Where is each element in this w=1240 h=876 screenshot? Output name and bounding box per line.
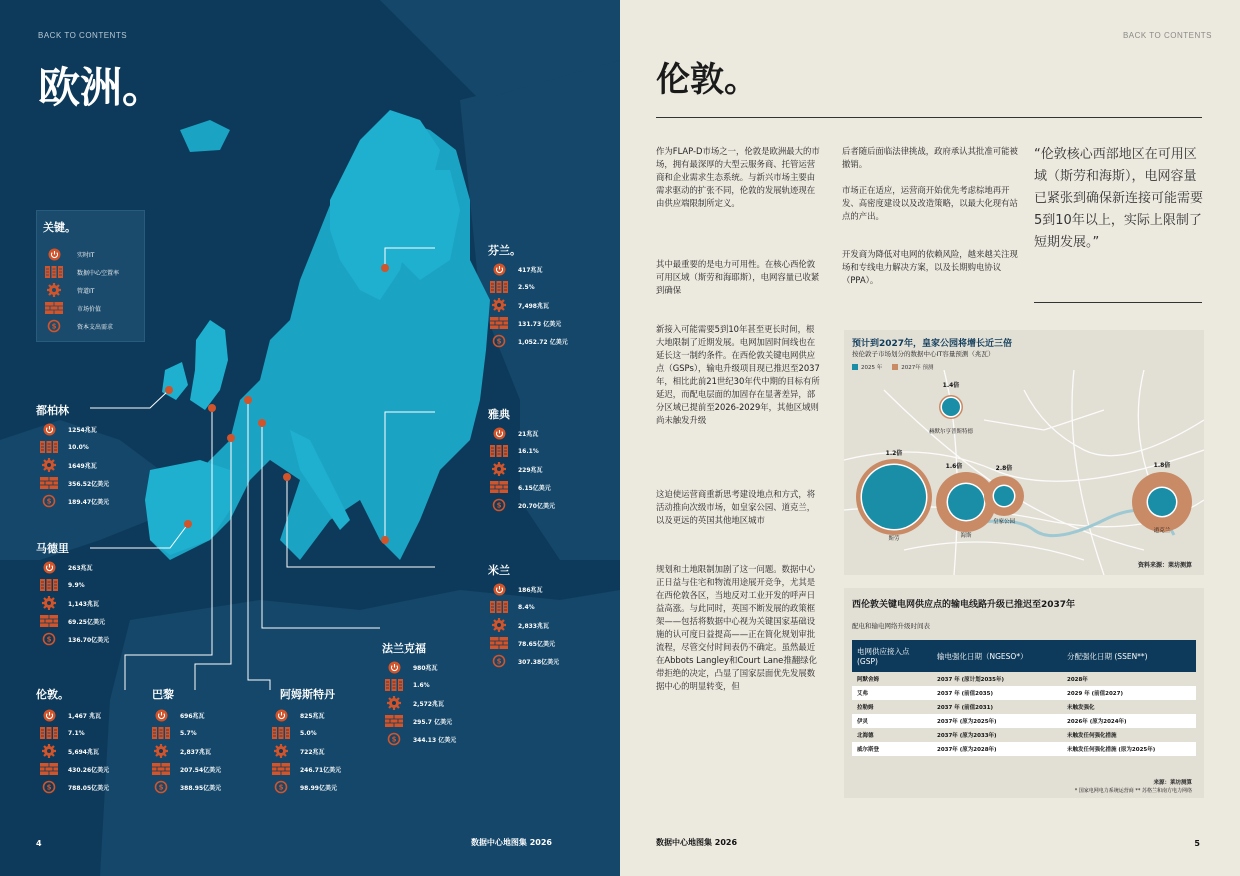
bricks-icon — [490, 637, 508, 650]
svg-text:$: $ — [496, 501, 502, 510]
city-stat-row — [490, 262, 543, 276]
title-divider — [656, 117, 1202, 118]
city-stat-row — [490, 280, 535, 294]
body-paragraph: 作为FLAP-D市场之一，伦敦是欧洲最大的市场，拥有最深厚的大型云服务商、托管运营商和企业需求生态系统。与新兴市场主要由需求驱动的扩张不同，伦敦的发展轨迹现在由供应端限制所定义。 — [656, 146, 820, 208]
key-label: 市场价值 — [77, 305, 102, 313]
table-source: 来源：莱坊测算 — [1153, 780, 1192, 786]
power-icon — [40, 561, 58, 574]
city-stat-value: 5,694兆瓦 — [68, 748, 99, 756]
city-stat-row — [40, 476, 109, 490]
table-header: 分配强化日期 (SSEN**) — [1062, 640, 1196, 672]
city-stat-row — [40, 614, 105, 628]
city-stat-row — [272, 744, 325, 758]
city-stat-row — [40, 494, 109, 508]
city-stat-value: 307.38亿美元 — [518, 658, 560, 666]
city-stat-value: 788.05亿美元 — [68, 784, 110, 792]
power-icon — [45, 248, 63, 261]
bricks-icon — [45, 302, 63, 315]
city-stat-value: 207.54亿美元 — [180, 766, 222, 774]
gear-icon — [490, 463, 508, 476]
city-stat-row — [490, 462, 543, 476]
city-stat-value: 1,052.72 亿美元 — [518, 338, 568, 346]
city-stat-row — [272, 726, 317, 740]
city-stat-value: 8.4% — [518, 603, 535, 611]
bricks-icon — [40, 615, 58, 628]
svg-text:$: $ — [391, 735, 397, 744]
money-cycle-icon — [40, 633, 58, 646]
city-stat-value: 344.13 亿美元 — [413, 736, 457, 744]
key-label: 实时IT — [77, 251, 95, 259]
key-item-vacancy — [45, 265, 119, 279]
table-cell: 2037年 (原为2025年) — [932, 714, 1062, 728]
city-stat-row — [40, 440, 89, 454]
bricks-icon — [272, 763, 290, 776]
gsp-upgrade-table-panel — [844, 588, 1204, 798]
city-stat-row — [40, 744, 99, 758]
server-rack-icon — [40, 727, 58, 740]
table-cell: 2028年 — [1067, 677, 1088, 683]
city-stat-value: 7,498兆瓦 — [518, 302, 549, 310]
bricks-icon — [490, 481, 508, 494]
key-item-live-it — [45, 247, 94, 261]
city-stat-row — [385, 696, 444, 710]
city-name-london: 伦敦。 — [36, 688, 69, 701]
city-stat-row — [40, 560, 93, 574]
server-rack-icon — [385, 679, 403, 692]
city-stat-value: 246.71亿美元 — [300, 766, 342, 774]
bubble-growth-label: 1.4倍 — [942, 382, 960, 389]
city-stat-value: 2,572兆瓦 — [413, 700, 444, 708]
city-stat-row — [272, 708, 325, 722]
city-stat-value: 69.25亿美元 — [68, 618, 105, 626]
city-stat-row — [490, 582, 543, 596]
money-cycle-icon — [45, 320, 63, 333]
right-page — [620, 0, 1240, 876]
bubble-2025 — [994, 486, 1014, 506]
page-number: 4 — [36, 839, 42, 848]
city-stat-row — [385, 714, 452, 728]
body-paragraph: 开发商为降低对电网的依赖风险，越来越关注现场和专线电力解决方案，以及长期购电协议（PPA）。 — [842, 249, 1018, 285]
svg-text:$: $ — [496, 337, 502, 346]
gear-icon — [152, 745, 170, 758]
money-cycle-icon — [490, 335, 508, 348]
server-rack-icon — [45, 266, 63, 279]
city-stat-value: 229兆瓦 — [518, 466, 543, 474]
bubble-2025 — [948, 484, 984, 520]
city-stat-row — [385, 678, 430, 692]
table-cell: 2037 年 (原计划2035年) — [937, 677, 1004, 683]
body-paragraph: 市场正在适应，运营商开始优先考虑棕地再开发、高密度建设以及改造策略，以最大化现有站点的产出。 — [842, 185, 1018, 221]
money-cycle-icon — [490, 655, 508, 668]
table-cell: 未触发任何强化措施 (原为2025年) — [1062, 742, 1196, 756]
bubble-growth-label: 1.8倍 — [1153, 462, 1171, 469]
svg-text:$: $ — [158, 783, 164, 792]
server-rack-icon — [490, 601, 508, 614]
server-rack-icon — [40, 441, 58, 454]
city-stat-row — [490, 636, 555, 650]
city-stat-row — [490, 298, 549, 312]
bubble-growth-label: 2.8倍 — [995, 465, 1013, 472]
city-stat-value: 980兆瓦 — [413, 664, 438, 672]
city-stat-row — [152, 708, 205, 722]
power-icon — [490, 427, 508, 440]
city-name-amsterdam: 阿姆斯特丹 — [280, 688, 335, 701]
city-stat-row — [490, 426, 538, 440]
bricks-icon — [490, 317, 508, 330]
power-icon — [490, 263, 508, 276]
power-icon — [152, 709, 170, 722]
city-stat-row — [490, 334, 568, 348]
chart-source: 资料来源：莱坊测算 — [1137, 562, 1192, 569]
bubble-marks — [856, 381, 1192, 542]
city-name-athens: 雅典 — [488, 408, 510, 421]
table-row — [852, 686, 1196, 700]
page-title: 欧洲。 — [38, 63, 165, 112]
money-cycle-icon — [40, 781, 58, 794]
quote-divider — [1034, 302, 1202, 303]
city-stat-row — [490, 600, 535, 614]
city-stat-value: 20.70亿美元 — [518, 502, 555, 510]
city-stat-row — [152, 762, 221, 776]
city-stat-row — [152, 726, 197, 740]
table-cell: 未触发任何强化措施 — [1067, 733, 1117, 739]
money-cycle-icon — [272, 781, 290, 794]
city-name-dublin: 都柏林 — [36, 404, 69, 417]
bubble-map-chart — [844, 330, 1204, 575]
city-stat-row — [40, 726, 85, 740]
money-cycle-icon — [385, 733, 403, 746]
city-stat-row — [40, 762, 109, 776]
city-stat-value: 825兆瓦 — [300, 712, 325, 720]
city-stat-value: 356.52亿美元 — [68, 480, 110, 488]
city-name-frankfurt: 法兰克福 — [382, 642, 426, 655]
table-cell: 未触发强化 — [1067, 705, 1095, 711]
city-stat-row — [40, 780, 109, 794]
server-rack-icon — [152, 727, 170, 740]
city-stat-value: 6.15亿美元 — [518, 484, 551, 492]
city-stat-row — [152, 780, 221, 794]
money-cycle-icon — [40, 495, 58, 508]
table-cell: 拉勒姆 — [857, 705, 874, 711]
table-cell: 北海德 — [857, 733, 874, 739]
gear-icon — [40, 459, 58, 472]
city-stat-row — [490, 654, 559, 668]
table-row — [852, 700, 1196, 714]
city-stat-row — [490, 498, 555, 512]
city-stat-row — [40, 422, 97, 436]
gear-icon — [40, 597, 58, 610]
table-cell: 伊灵 — [852, 714, 932, 728]
key-item-capex — [45, 319, 113, 333]
city-stat-value: 131.73 亿美元 — [518, 320, 562, 328]
power-icon — [272, 709, 290, 722]
bricks-icon — [40, 477, 58, 490]
bubble-map — [844, 330, 1204, 575]
bricks-icon — [385, 715, 403, 728]
table-cell: 阿默舍姆 — [857, 677, 880, 683]
city-stat-value: 2,837兆瓦 — [180, 748, 211, 756]
table-cell: 艾弗 — [852, 686, 932, 700]
body-paragraph: 规划和土地限制加剧了这一问题。数据中心正日益与住宅和物流用途展开竞争，尤其是在西伦敦各区，当地反对工业开发的呼声日益高涨。与此同时，英国不断发展的政策框架——包括将数据中心视为关键国家基础设施的认可度日益提高——正在简化规划审批流程，尽管交付时间表仍不确定。虽然最近在Abbots Langley和Court Lane推翻绿化带拒绝的决定，凸显了国家层面优先发展数据中心的明显转变，但 — [656, 564, 817, 691]
server-rack-icon — [490, 281, 508, 294]
legend-label-2025: 2025 年 — [861, 365, 883, 371]
city-name-paris: 巴黎 — [152, 688, 174, 701]
city-stat-value: 1,467 兆瓦 — [68, 712, 102, 720]
table-header: 输电强化日期（NGESO*） — [932, 640, 1062, 672]
city-stat-value: 78.65亿美元 — [518, 640, 555, 648]
city-stat-row — [490, 480, 551, 494]
bubble-location-label: 皇家公园 — [992, 519, 1016, 525]
svg-text:$: $ — [46, 783, 52, 792]
city-stat-value: 5.0% — [300, 729, 317, 737]
bubble-growth-label: 1.2倍 — [885, 450, 903, 457]
key-label: 资本支出需求 — [77, 323, 114, 331]
city-stat-value: 2,833兆瓦 — [518, 622, 549, 630]
key-label: 管道IT — [77, 287, 95, 295]
table-cell: 2037 年 (前值2035) — [932, 686, 1062, 700]
power-icon — [40, 423, 58, 436]
back-to-contents-link[interactable]: BACK TO CONTENTS — [38, 31, 128, 40]
city-stat-value: 1,143兆瓦 — [68, 600, 99, 608]
key-item-pipeline — [45, 283, 94, 297]
page-title: 伦敦。 — [656, 60, 758, 100]
city-stat-value: 430.26亿美元 — [68, 766, 110, 774]
svg-text:$: $ — [51, 322, 57, 331]
city-stat-value: 263兆瓦 — [68, 564, 93, 572]
city-stat-value: 295.7 亿美元 — [413, 718, 453, 726]
city-name-finland: 芬兰。 — [488, 244, 521, 257]
back-to-contents-link[interactable]: BACK TO CONTENTS — [1122, 31, 1212, 40]
table-header-row — [852, 640, 1196, 672]
bubble-growth-label: 1.6倍 — [945, 463, 963, 470]
server-rack-icon — [40, 579, 58, 592]
table-row — [852, 742, 1196, 756]
city-stat-value: 1254兆瓦 — [68, 426, 97, 434]
city-stat-row — [40, 458, 97, 472]
key-label: 数据中心空置率 — [77, 269, 120, 277]
publication-name: 数据中心地图集 2026 — [656, 838, 738, 847]
city-stat-value: 9.9% — [68, 581, 85, 589]
table-cell: 2026年 (原为2024年) — [1062, 714, 1196, 728]
body-paragraph: 这迫使运营商重新思考建设地点和方式，将活动推向次级市场，如皇家公园、道克兰，以及更远的英国其他地区城市 — [656, 489, 816, 525]
pull-quote: “伦敦核心西部地区在可用区域（斯劳和海斯），电网容量已紧张到确保新连接可能需要5到10年以上，实际上限制了短期发展。” — [1034, 147, 1204, 250]
city-stat-value: 7.1% — [68, 729, 85, 737]
svg-text:$: $ — [278, 783, 284, 792]
city-stat-value: 388.95亿美元 — [180, 784, 222, 792]
city-stat-value: 186兆瓦 — [518, 586, 543, 594]
table-header: 电网供应接入点 (GSP) — [852, 640, 932, 672]
city-stat-value: 2.5% — [518, 283, 535, 291]
city-stat-value: 1.6% — [413, 681, 430, 689]
page-number: 5 — [1194, 839, 1200, 848]
map-key — [36, 210, 145, 342]
table-cell: 2037年 (原为2028年) — [932, 742, 1062, 756]
city-stat-row — [272, 762, 341, 776]
table-cell: 2029 年 (前值2027) — [1062, 686, 1196, 700]
table-row — [852, 728, 1196, 742]
money-cycle-icon — [152, 781, 170, 794]
svg-text:$: $ — [46, 497, 52, 506]
body-paragraph: 新接入可能需要5到10年甚至更长时间，根大地限制了近期发展。电网加固时间线也在延长这一制约条件。在西伦敦关键电网供应点（GSPs），输电升级项目现已推迟至2037年，相比此前21世纪30年代中期的目标有所延迟，而配电层面的加固存在显著差异，部分区域已提前至2026-2029年，其他区域则尚未触发升级 — [656, 324, 820, 425]
legend-label-2027: 2027年 预测 — [901, 365, 934, 371]
city-stat-row — [385, 660, 438, 674]
power-icon — [490, 583, 508, 596]
bubble-location-label: 赫默尔亨普斯特德 — [928, 429, 974, 435]
bricks-icon — [40, 763, 58, 776]
money-cycle-icon — [490, 499, 508, 512]
city-stat-row — [490, 444, 539, 458]
table-row — [852, 714, 1196, 728]
city-stat-row — [385, 732, 456, 746]
gear-icon — [40, 745, 58, 758]
chart-title: 预计到2027年，皇家公园将增长近三倍 — [852, 339, 1013, 349]
city-stat-value: 417兆瓦 — [518, 266, 543, 274]
bubble-2025 — [1148, 488, 1176, 516]
gear-icon — [45, 284, 63, 297]
key-item-market-value — [45, 301, 101, 315]
gear-icon — [490, 299, 508, 312]
city-stat-value: 98.99亿美元 — [300, 784, 337, 792]
city-stat-row — [40, 708, 101, 722]
table-cell: 2037 年 (前值2031) — [937, 705, 993, 711]
city-stat-row — [152, 744, 211, 758]
city-stat-value: 696兆瓦 — [180, 712, 205, 720]
table-footnote: * 国家电网电力系统运营商 ** 苏格兰和南方电力网络 — [1074, 788, 1192, 794]
city-stat-value: 189.47亿美元 — [68, 498, 110, 506]
gsp-upgrade-table — [852, 640, 1196, 756]
server-rack-icon — [272, 727, 290, 740]
city-stat-row — [40, 632, 109, 646]
gear-icon — [385, 697, 403, 710]
body-paragraph: 后者随后面临法律挑战，政府承认其批准可能被撤销。 — [842, 146, 1018, 169]
table-cell: 2037年 (原为2033年) — [937, 733, 997, 739]
city-stat-value: 21兆瓦 — [518, 430, 539, 438]
bubble-location-label: 海斯 — [960, 533, 972, 539]
key-title: 关键。 — [43, 221, 76, 234]
city-name-madrid: 马德里 — [36, 542, 69, 555]
table-title: 西伦敦关键电网供应点的输电线路升级已推迟至2037年 — [852, 600, 1076, 610]
server-rack-icon — [490, 445, 508, 458]
gear-icon — [490, 619, 508, 632]
bubble-location-label: 道克兰 — [1153, 528, 1171, 534]
city-stat-value: 1649兆瓦 — [68, 462, 97, 470]
chart-subtitle: 按伦敦子市场划分的数据中心IT容量预测（兆瓦） — [852, 350, 995, 358]
svg-text:$: $ — [496, 657, 502, 666]
publication-name: 数据中心地图集 2026 — [470, 838, 552, 847]
table-subtitle: 配电和输电网络升级时间表 — [852, 622, 930, 630]
bubble-2025 — [942, 398, 960, 416]
table-row — [852, 672, 1196, 686]
city-stat-row — [490, 618, 549, 632]
bricks-icon — [152, 763, 170, 776]
table-cell: 威尔斯登 — [852, 742, 932, 756]
svg-text:$: $ — [46, 635, 52, 644]
bubble-location-label: 斯劳 — [888, 536, 900, 542]
city-stat-value: 5.7% — [180, 729, 197, 737]
gear-icon — [272, 745, 290, 758]
power-icon — [40, 709, 58, 722]
city-stat-value: 136.70亿美元 — [68, 636, 110, 644]
body-paragraph: 其中最重要的是电力可用性。在核心西伦敦可用区域（斯劳和海耶斯），电网容量已收紧到确保 — [656, 259, 820, 295]
city-stat-value: 10.0% — [68, 443, 89, 451]
city-stat-row — [272, 780, 337, 794]
power-icon — [385, 661, 403, 674]
city-stat-row — [40, 596, 99, 610]
bubble-2025 — [862, 465, 926, 529]
city-stat-row — [40, 578, 85, 592]
city-name-milan: 米兰 — [488, 564, 510, 577]
city-stat-row — [490, 316, 561, 330]
city-stat-value: 722兆瓦 — [300, 748, 325, 756]
city-stat-value: 16.1% — [518, 447, 539, 455]
